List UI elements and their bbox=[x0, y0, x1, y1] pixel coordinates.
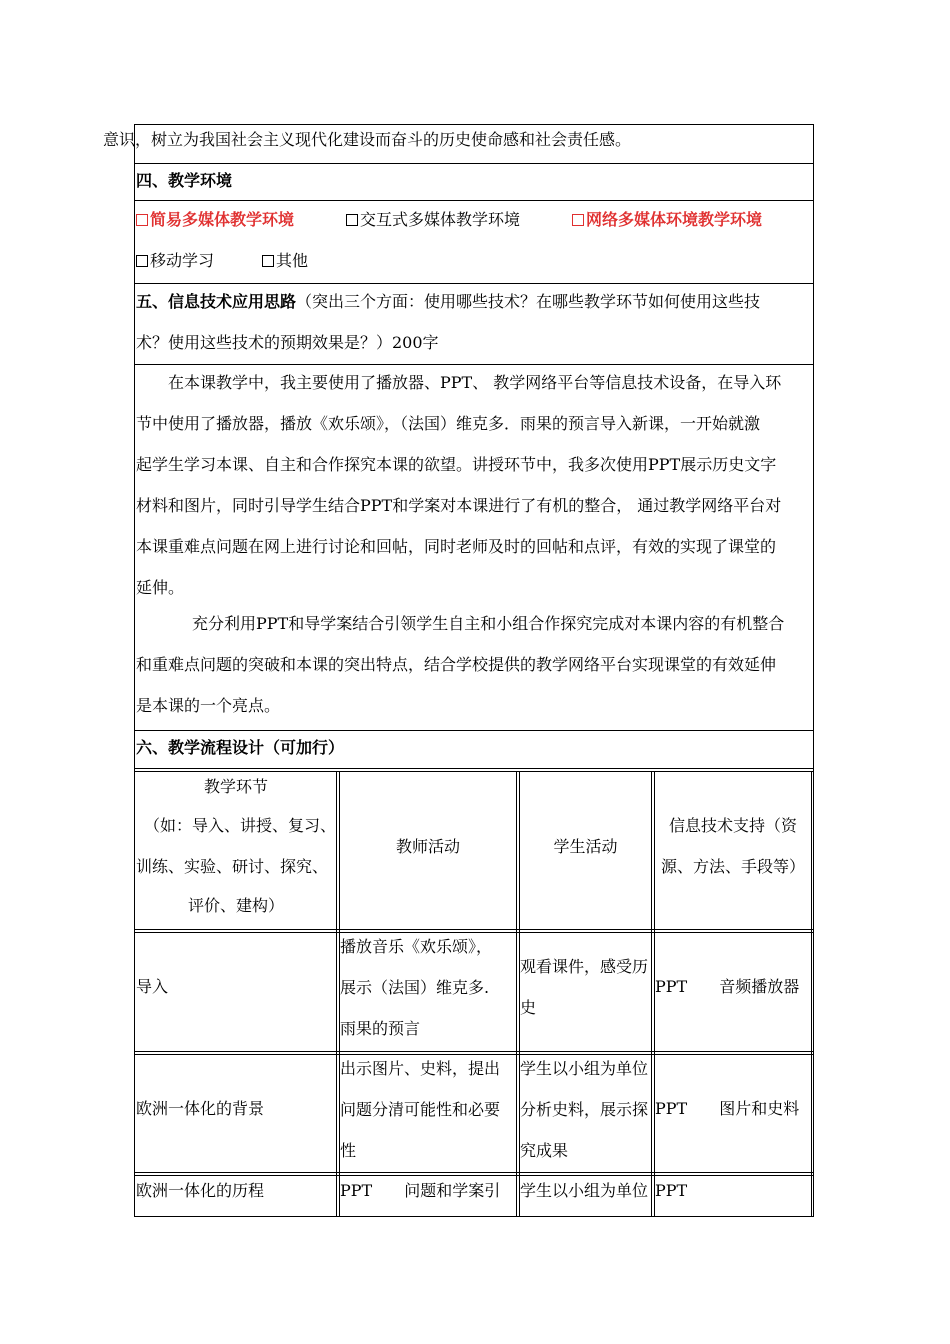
para1-line: 在本课教学中，我主要使用了播放器、PPT、 教学网络平台等信息技术设备，在导入环 bbox=[168, 373, 782, 392]
option-label: 简易多媒体教学环境 bbox=[150, 210, 295, 229]
row-student: 究成果 bbox=[520, 1141, 569, 1160]
checkbox-icon bbox=[136, 214, 148, 226]
row-student: 观看课件，感受历 bbox=[520, 957, 649, 976]
para1-line: 材料和图片，同时引导学生结合PPT和学案对本课进行了有机的整合， 通过教学网络平台对 bbox=[136, 496, 782, 515]
row-student: 学生以小组为单位 bbox=[520, 1181, 649, 1200]
header-stage: 教学环节 bbox=[203, 777, 268, 796]
para2-line: 充分利用PPT和导学案结合引领学生自主和小组合作探究完成对本课内容的有机整合 bbox=[192, 614, 785, 633]
para1-line: 起学生学习本课、自主和合作探究本课的欲望。讲授环节中，我多次使用PPT展示历史文字 bbox=[136, 455, 777, 474]
section5-note-line2: 术？使用这些技术的预期效果是？）200字 bbox=[136, 333, 439, 352]
row-divider bbox=[134, 163, 814, 164]
col-divider bbox=[811, 771, 812, 1217]
checkbox-icon bbox=[136, 255, 148, 267]
row-student: 学生以小组为单位 bbox=[520, 1059, 649, 1078]
row-teacher: PPT 问题和学案引 bbox=[340, 1181, 501, 1200]
section6-title: 六、教学流程设计（可加行） bbox=[136, 738, 345, 757]
row-teacher: 展示（法国）维克多. bbox=[340, 978, 490, 997]
row-divider bbox=[134, 283, 814, 284]
row-line bbox=[134, 932, 814, 933]
para2-line: 是本课的一个亮点。 bbox=[136, 696, 281, 715]
row-divider bbox=[134, 200, 814, 201]
header-tech: 源、方法、手段等） bbox=[660, 857, 805, 876]
option-label: 其他 bbox=[276, 251, 309, 270]
row-line bbox=[134, 1051, 814, 1052]
intro-text: 意识，树立为我国社会主义现代化建设而奋斗的历史使命感和社会责任感。 bbox=[103, 130, 632, 149]
row-stage: 欧洲一体化的历程 bbox=[136, 1181, 265, 1200]
row-divider bbox=[134, 768, 814, 769]
row-line bbox=[134, 1054, 814, 1055]
para1-line: 本课重难点问题在网上进行讨论和回帖，同时老师及时的回帖和点评，有效的实现了课堂的 bbox=[136, 537, 777, 556]
row-student: 史 bbox=[520, 998, 537, 1017]
header-stage: 评价、建构） bbox=[187, 896, 284, 915]
row-divider bbox=[134, 730, 814, 731]
section4-title: 四、教学环境 bbox=[136, 171, 233, 190]
row-student: 分析史料，展示探 bbox=[520, 1100, 649, 1119]
section5-heading bbox=[136, 292, 760, 312]
row-divider bbox=[134, 364, 814, 365]
row-line bbox=[134, 929, 814, 930]
section5-note: （突出三个方面：使用哪些技术？在哪些教学环节如何使用这些技 bbox=[296, 292, 761, 311]
option-other[interactable] bbox=[262, 251, 308, 271]
option-label: 移动学习 bbox=[150, 251, 215, 270]
checkbox-icon bbox=[262, 255, 274, 267]
row-line bbox=[134, 771, 814, 772]
para1-line: 节中使用了播放器，播放《欢乐颂》，（法国）维克多．雨果的预言导入新课，一开始就激 bbox=[136, 414, 761, 433]
checkbox-icon bbox=[572, 214, 584, 226]
section5-title: 五、信息技术应用思路 bbox=[136, 292, 297, 311]
para2-line: 和重难点问题的突破和本课的突出特点，结合学校提供的教学网络平台实现课堂的有效延伸 bbox=[136, 655, 777, 674]
row-stage: 导入 bbox=[136, 977, 169, 996]
row-tech: PPT bbox=[655, 1181, 688, 1200]
col-divider bbox=[516, 771, 517, 1217]
option-network-multimedia[interactable] bbox=[572, 210, 762, 230]
col-divider bbox=[336, 771, 337, 1217]
para1-line: 延伸。 bbox=[136, 578, 185, 597]
header-teacher: 教师活动 bbox=[395, 837, 460, 856]
row-teacher: 出示图片、史料，提出 bbox=[340, 1059, 501, 1078]
row-teacher: 性 bbox=[340, 1141, 357, 1160]
option-label: 网络多媒体环境教学环境 bbox=[586, 210, 763, 229]
row-teacher: 播放音乐《欢乐颂》， bbox=[340, 937, 493, 956]
option-interactive-multimedia[interactable] bbox=[346, 210, 520, 230]
row-teacher: 问题分清可能性和必要 bbox=[340, 1100, 501, 1119]
header-stage: 训练、实验、研讨、探究、 bbox=[136, 857, 329, 876]
row-tech: PPT 音频播放器 bbox=[655, 977, 800, 996]
header-student: 学生活动 bbox=[553, 837, 618, 856]
row-stage: 欧洲一体化的背景 bbox=[136, 1099, 265, 1118]
row-line bbox=[134, 1172, 814, 1173]
col-divider bbox=[651, 771, 652, 1217]
checkbox-icon bbox=[346, 214, 358, 226]
row-teacher: 雨果的预言 bbox=[340, 1019, 421, 1038]
row-line bbox=[134, 1175, 814, 1176]
header-tech: 信息技术支持（资 bbox=[668, 816, 797, 835]
option-mobile-learning[interactable] bbox=[136, 251, 214, 271]
option-label: 交互式多媒体教学环境 bbox=[360, 210, 521, 229]
header-stage: （如：导入、讲授、复习、 bbox=[144, 816, 337, 835]
option-simple-multimedia[interactable] bbox=[136, 210, 294, 230]
row-tech: PPT 图片和史料 bbox=[655, 1099, 800, 1118]
